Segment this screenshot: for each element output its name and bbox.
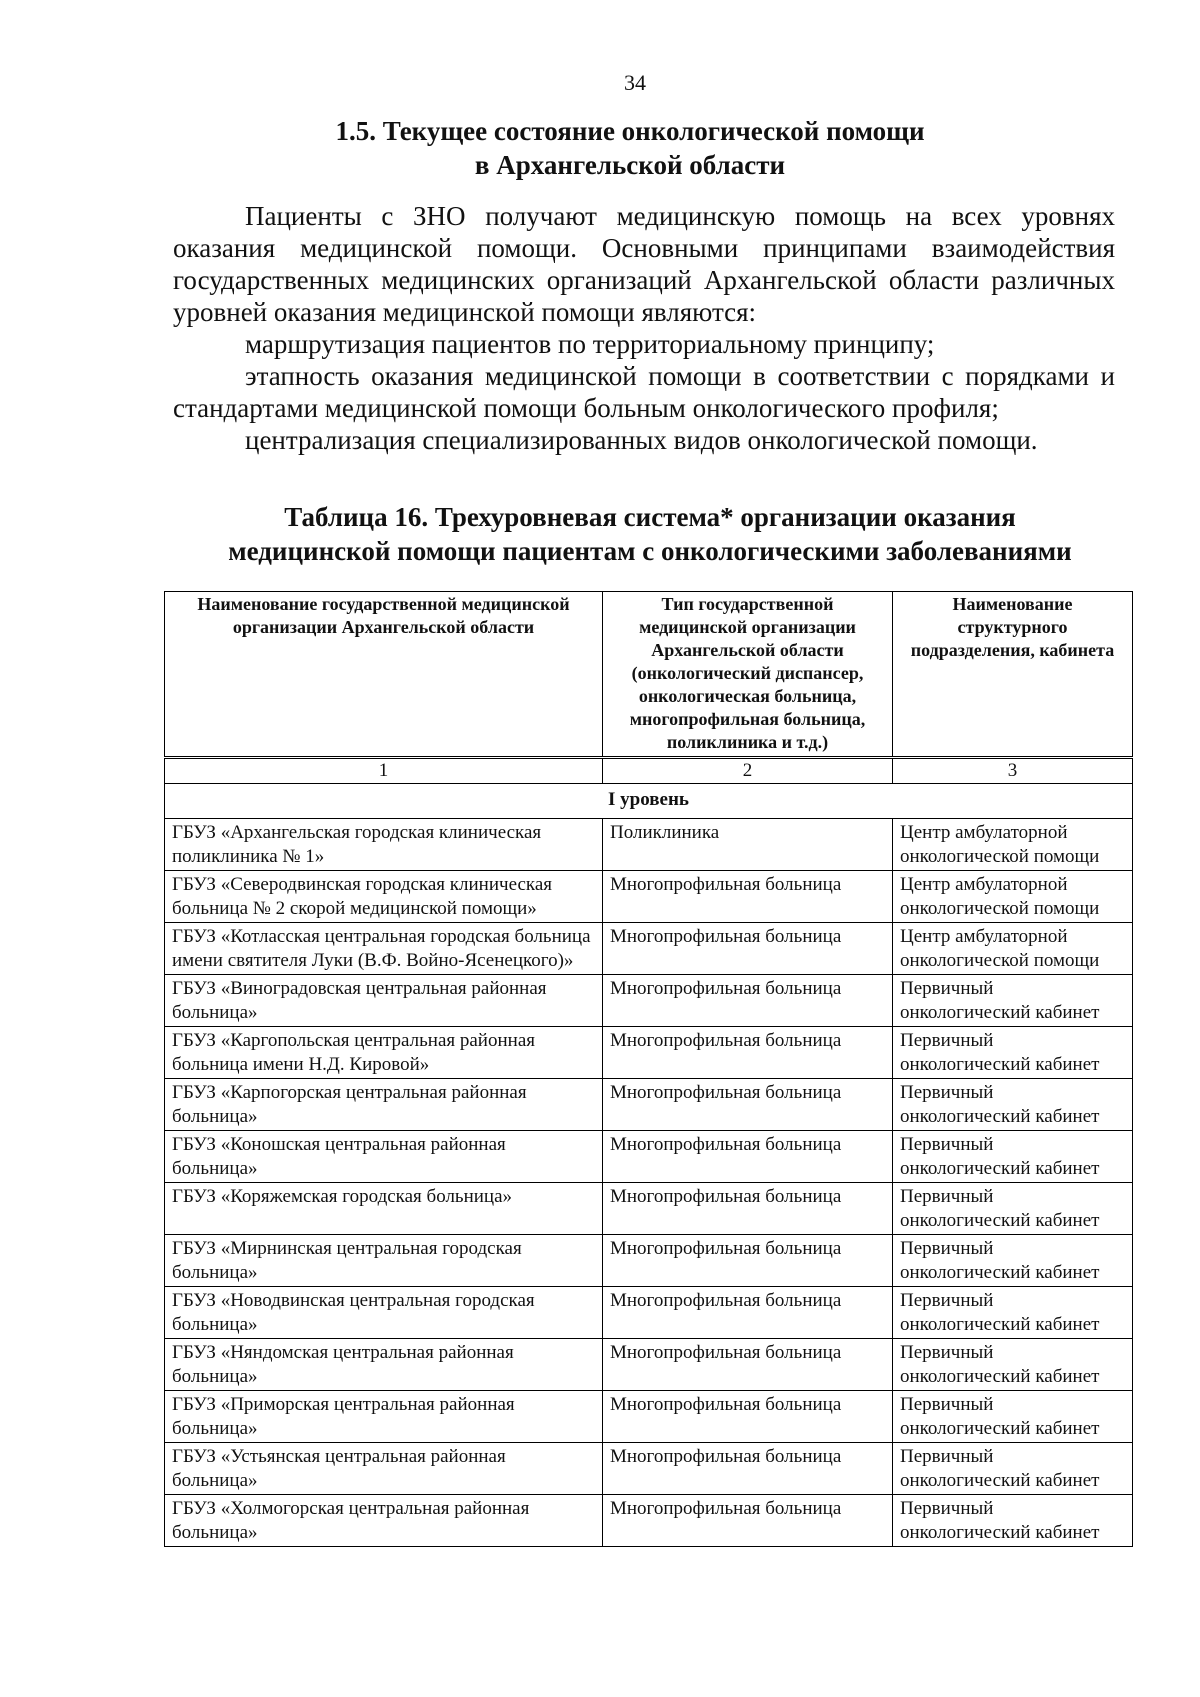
cell-org: ГБУЗ «Каргопольская центральная районная больница имени Н.Д. Кировой»: [165, 1027, 603, 1079]
table-row: [165, 975, 1133, 1027]
cell-unit: Первичный онкологический кабинет: [893, 1495, 1133, 1547]
cell-unit: Первичный онкологический кабинет: [893, 1183, 1133, 1235]
cell-unit: Центр амбулаторной онкологической помощи: [893, 871, 1133, 923]
header-unit: Наименование структурного подразделения, кабинета: [893, 592, 1133, 757]
cell-org: ГБУЗ «Коряжемская городская больница»: [165, 1183, 603, 1235]
cell-type: Многопрофильная больница: [603, 1027, 893, 1079]
cell-type: Поликлиника: [603, 819, 893, 871]
table-header-row: [165, 592, 1133, 757]
cell-unit: Первичный онкологический кабинет: [893, 975, 1133, 1027]
section-title: [300, 114, 960, 182]
cell-org: ГБУЗ «Карпогорская центральная районная больница»: [165, 1079, 603, 1131]
table-row: [165, 819, 1133, 871]
cell-org: ГБУЗ «Северодвинская городская клиническая больница № 2 скорой медицинской помощи»: [165, 871, 603, 923]
cell-org: ГБУЗ «Виноградовская центральная районная больница»: [165, 975, 603, 1027]
level-label: I уровень: [165, 784, 1133, 819]
cell-unit: Первичный онкологический кабинет: [893, 1027, 1133, 1079]
paragraph: централизация специализированных видов онкологической помощи.: [245, 425, 1038, 455]
header-org: Наименование государственной медицинской организации Архангельской области: [165, 592, 603, 757]
table-row: [165, 1391, 1133, 1443]
cell-type: Многопрофильная больница: [603, 1339, 893, 1391]
cell-unit: Первичный онкологический кабинет: [893, 1339, 1133, 1391]
section-title-line-2: в Архангельской области: [474, 150, 786, 180]
cell-type: Многопрофильная больница: [603, 923, 893, 975]
cell-org: ГБУЗ «Коношская центральная районная больница»: [165, 1131, 603, 1183]
table-row: [165, 1235, 1133, 1287]
cell-type: Многопрофильная больница: [603, 1391, 893, 1443]
level-row: [165, 784, 1133, 819]
organizations-table: [164, 591, 1133, 1547]
table-row: [165, 871, 1133, 923]
table-row: [165, 923, 1133, 975]
cell-type: Многопрофильная больница: [603, 1443, 893, 1495]
cell-org: ГБУЗ «Няндомская центральная районная больница»: [165, 1339, 603, 1391]
cell-type: Многопрофильная больница: [603, 975, 893, 1027]
table-row: [165, 1495, 1133, 1547]
section-title-line-1: 1.5. Текущее состояние онкологической помощи: [335, 116, 925, 146]
paragraph: этапность оказания медицинской помощи в соответствии с порядками и стандартами медицинской помощи больным онкологического профиля;: [173, 361, 1115, 423]
table-row: [165, 1183, 1133, 1235]
column-number: 3: [893, 759, 1133, 784]
cell-type: Многопрофильная больница: [603, 1287, 893, 1339]
cell-unit: Центр амбулаторной онкологической помощи: [893, 819, 1133, 871]
table-row: [165, 1079, 1133, 1131]
cell-type: Многопрофильная больница: [603, 1183, 893, 1235]
cell-org: ГБУЗ «Новодвинская центральная городская больница»: [165, 1287, 603, 1339]
paragraph: маршрутизация пациентов по территориальному принципу;: [245, 329, 935, 359]
cell-org: ГБУЗ «Устьянская центральная районная больница»: [165, 1443, 603, 1495]
body-text: [173, 200, 1115, 456]
cell-type: Многопрофильная больница: [603, 1131, 893, 1183]
cell-unit: Первичный онкологический кабинет: [893, 1287, 1133, 1339]
table-row: [165, 1339, 1133, 1391]
column-number: 1: [165, 759, 603, 784]
cell-org: ГБУЗ «Мирнинская центральная городская больница»: [165, 1235, 603, 1287]
table-title: [180, 500, 1120, 568]
paragraph: Пациенты с ЗНО получают медицинскую помощь на всех уровнях оказания медицинской помощи. Основными принципами взаимодействия государственных медицинских организаций Архангельской области различных уровней оказания медицинской помощи являются:: [173, 201, 1115, 327]
table-title-line-1: Таблица 16. Трехуровневая система* организации оказания: [284, 502, 1016, 532]
cell-unit: Первичный онкологический кабинет: [893, 1235, 1133, 1287]
cell-unit: Центр амбулаторной онкологической помощи: [893, 923, 1133, 975]
cell-type: Многопрофильная больница: [603, 1235, 893, 1287]
cell-type: Многопрофильная больница: [603, 1495, 893, 1547]
table-row: [165, 1287, 1133, 1339]
cell-org: ГБУЗ «Холмогорская центральная районная больница»: [165, 1495, 603, 1547]
cell-org: ГБУЗ «Котласская центральная городская больница имени святителя Луки (В.Ф. Войно-Ясенецкого)»: [165, 923, 603, 975]
cell-type: Многопрофильная больница: [603, 871, 893, 923]
cell-unit: Первичный онкологический кабинет: [893, 1131, 1133, 1183]
cell-unit: Первичный онкологический кабинет: [893, 1443, 1133, 1495]
column-number-row: [165, 759, 1133, 784]
header-type: Тип государственной медицинской организации Архангельской области (онкологический диспансер, онкологическая больница, многопрофильная больница, поликлиника и т.д.): [603, 592, 893, 757]
cell-type: Многопрофильная больница: [603, 1079, 893, 1131]
cell-unit: Первичный онкологический кабинет: [893, 1079, 1133, 1131]
table-row: [165, 1443, 1133, 1495]
page-number: 34: [624, 70, 646, 95]
column-number: 2: [603, 759, 893, 784]
table-row: [165, 1027, 1133, 1079]
cell-org: ГБУЗ «Приморская центральная районная больница»: [165, 1391, 603, 1443]
table-row: [165, 1131, 1133, 1183]
cell-org: ГБУЗ «Архангельская городская клиническая поликлиника № 1»: [165, 819, 603, 871]
cell-unit: Первичный онкологический кабинет: [893, 1391, 1133, 1443]
table-title-line-2: медицинской помощи пациентам с онкологическими заболеваниями: [228, 536, 1072, 566]
